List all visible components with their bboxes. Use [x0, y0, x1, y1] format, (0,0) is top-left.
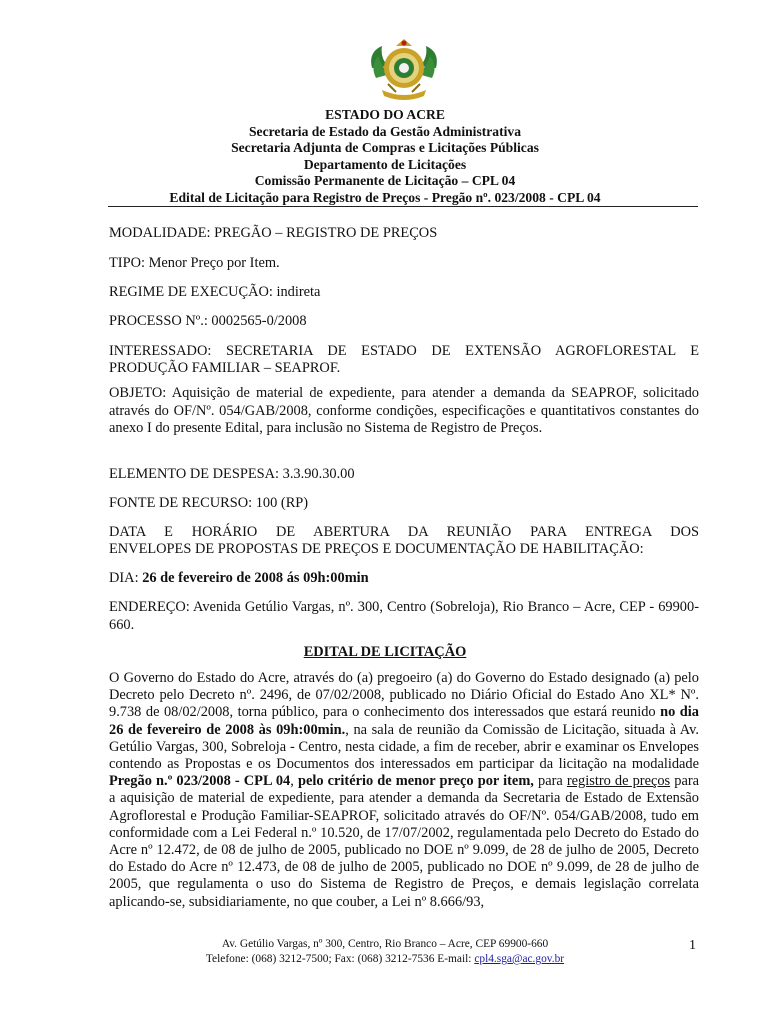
page-footer: [0, 937, 770, 967]
edital-text-5: para a aquisição de material de expediente, para atender a demanda da Secretaria de Estado de Extensão Agroflorestal e Produção Familiar-SEAPROF, solicitado através do OF/Nº. 054/GAB/2008, tudo em conformidade com a Lei Federal n.º 10.520, de 17/07/2002, regulamentada pelo Decreto do Estado do Acre nº 12.472, de 08 de julho de 2005, publicado no DOE nº 9.099, de 28 de julho de 2005, Decreto do Estado do Acre nº 12.473, de 08 de julho de 2005, publicado no DOE nº 9.099, de 28 de julho de 2005, que regulamenta o uso do Sistema de Registro de Preços, e demais legislação correlata aplicando-se, subsidiariamente, no que couber, a Lei nº 8.666/93,: [109, 773, 700, 910]
footer-email-link[interactable]: cpl4.sga@ac.gov.br: [474, 953, 565, 965]
document-header: [0, 107, 770, 207]
edital-pregao-number: Pregão n.º 023/2008 - CPL 04: [109, 773, 291, 790]
field-modalidade: MODALIDADE: PREGÃO – REGISTRO DE PREÇOS: [109, 225, 438, 241]
field-regime: REGIME DE EXECUÇÃO: indireta: [109, 284, 321, 300]
edital-text-2: , na sala de reunião da Comissão de Licitação, situada à Av. Getúlio Vargas, 300, Sobreloja - Centro, nesta cidade, a fim de receber, abrir e examinar os Envelopes contendo as Propostas e os Documentos dos interessados em participar da licitação na modalidade: [109, 721, 699, 773]
field-elemento-despesa: ELEMENTO DE DESPESA: 3.3.90.30.00: [109, 466, 355, 482]
header-edital-title: Edital de Licitação para Registro de Preços - Pregão nº. 023/2008 - CPL 04: [169, 189, 601, 205]
field-dia-value: 26 de fevereiro de 2008 ás 09h:00min: [142, 570, 369, 586]
field-dia-label: DIA:: [109, 570, 139, 586]
edital-paragraph: [109, 670, 699, 911]
header-adjunct-secretariat: Secretaria Adjunta de Compras e Licitações Públicas: [231, 140, 539, 156]
acre-coat-of-arms-icon: [366, 38, 442, 104]
field-data-horario-line2: ENVELOPES DE PROPOSTAS DE PREÇOS E DOCUMENTAÇÃO DE HABILITAÇÃO:: [109, 541, 644, 557]
footer-contact: [0, 952, 770, 967]
header-commission: Comissão Permanente de Licitação – CPL 04: [254, 173, 516, 189]
field-tipo: TIPO: Menor Preço por Item.: [109, 255, 280, 271]
field-interessado-line1: INTERESSADO: SECRETARIA DE ESTADO DE EXTENSÃO AGROFLORESTAL E: [109, 343, 699, 359]
header-state: ESTADO DO ACRE: [325, 107, 445, 122]
header-divider: [108, 206, 698, 207]
header-department: Departamento de Licitações: [303, 156, 467, 172]
header-secretariat: Secretaria de Estado da Gestão Administrativa: [249, 123, 521, 139]
edital-text-3: ,: [290, 773, 298, 790]
footer-phone-fax: Telefone: (068) 3212-7500; Fax: (068) 3212-7536 E-mail:: [205, 953, 475, 965]
field-endereco: ENDEREÇO: Avenida Getúlio Vargas, nº. 300, Centro (Sobreloja), Rio Branco – Acre, CEP - 69900-660.: [109, 599, 699, 633]
field-interessado-line2: PRODUÇÃO FAMILIAR – SEAPROF.: [109, 360, 341, 376]
edital-meeting-date: no dia 26 de fevereiro de 2008 às 09h:00min.: [109, 704, 699, 738]
section-title-edital: EDITAL DE LICITAÇÃO: [303, 644, 467, 660]
edital-registro-precos: registro de preços: [566, 773, 671, 790]
footer-address: Av. Getúlio Vargas, nº 300, Centro, Rio Branco – Acre, CEP 69900-660: [221, 938, 549, 950]
field-data-horario-line1: DATA E HORÁRIO DE ABERTURA DA REUNIÃO PARA ENTREGA DOS: [109, 524, 699, 540]
field-processo: PROCESSO Nº.: 0002565-0/2008: [109, 313, 307, 329]
edital-text-4: para: [533, 773, 567, 790]
field-objeto: OBJETO: Aquisição de material de expediente, para atender a demanda da SEAPROF, solicitado através do OF/Nº. 054/GAB/2008, conforme condições, especificações e quantitativos constantes do anexo I do presente Edital, para inclusão no Sistema de Registro de Preços.: [109, 385, 699, 437]
page-number: 1: [689, 938, 696, 953]
field-fonte-recurso: FONTE DE RECURSO: 100 (RP): [109, 495, 309, 511]
edital-text-1: O Governo do Estado do Acre, através do (a) pregoeiro (a) do Governo do Estado designado (a) pelo Decreto pelo Decreto nº. 2496, de 07/02/2008, publicado no Diário Oficial do Estado Ano XL* Nº. 9.738 de 08/02/2008, torna público, para o conhecimento dos interessados que estará reunido: [109, 670, 699, 721]
field-dia: [109, 570, 699, 587]
edital-criterio: pelo critério de menor preço por item,: [297, 773, 534, 790]
